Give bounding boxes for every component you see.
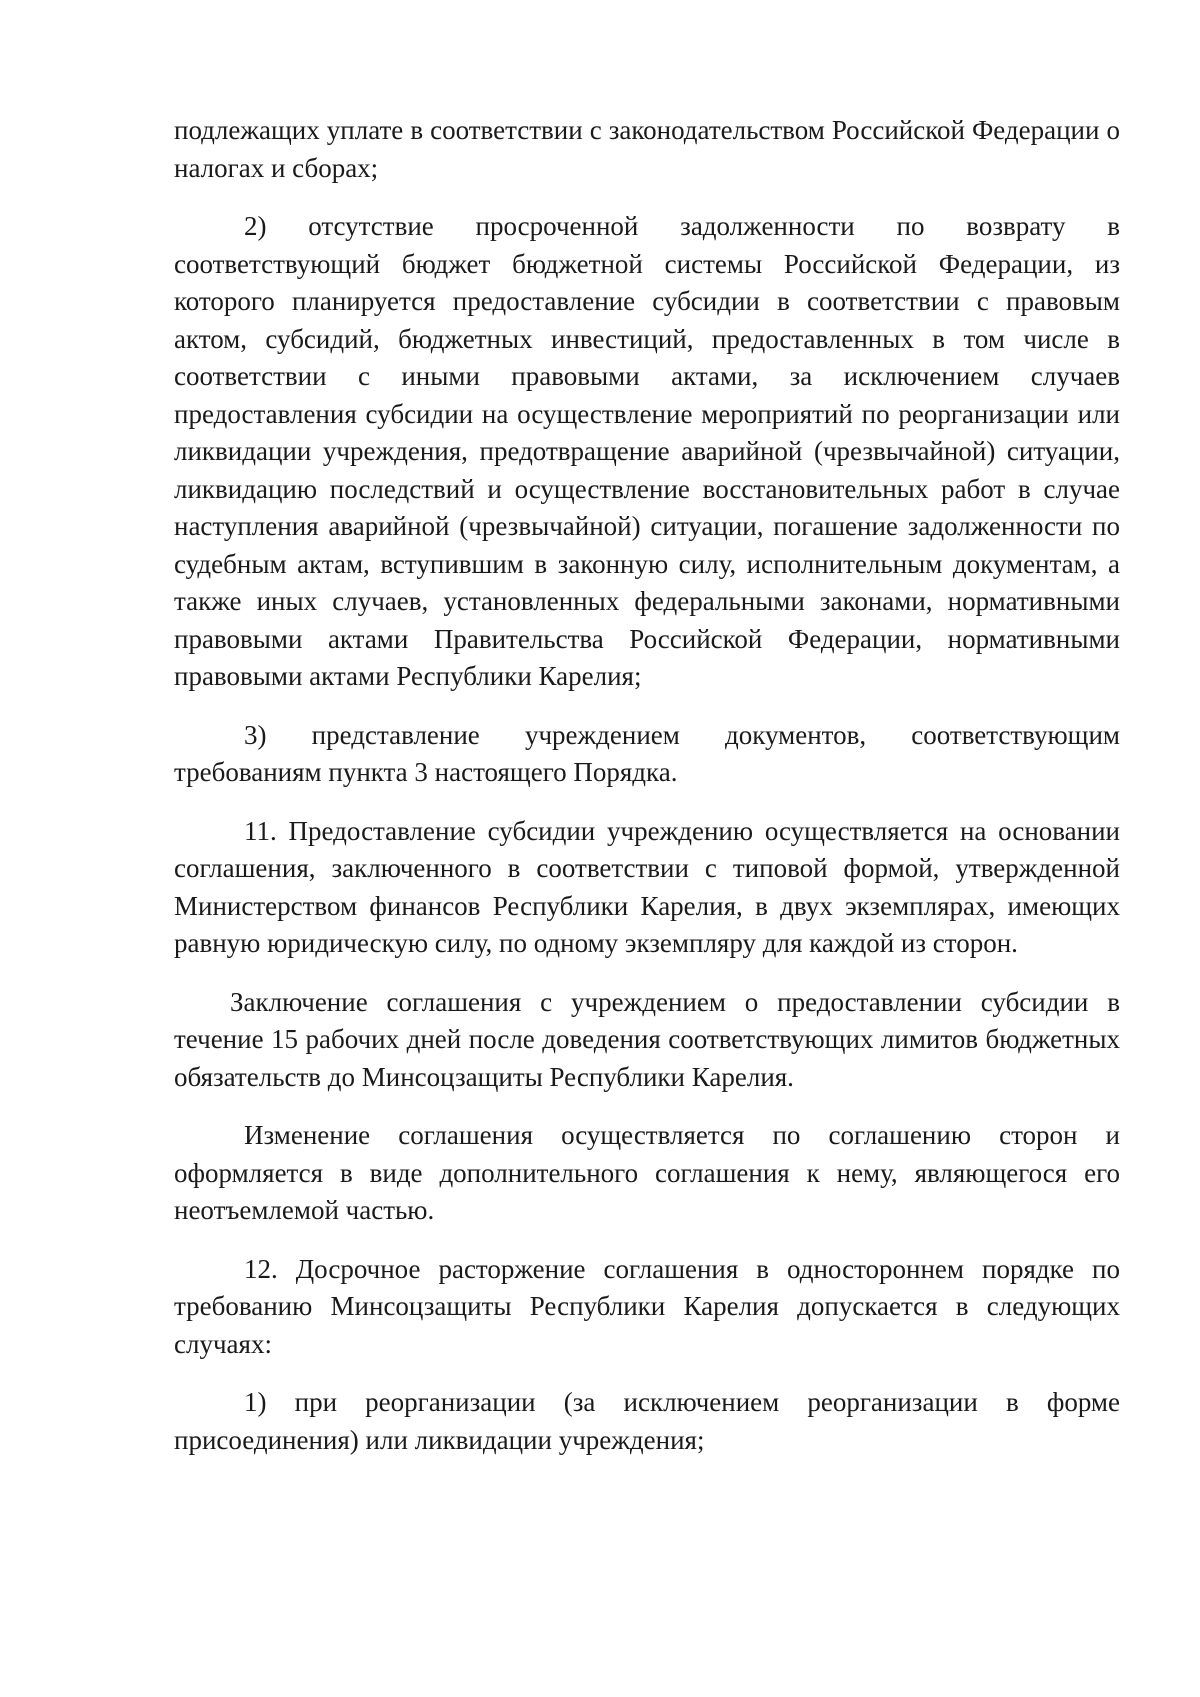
paragraph-termination-case-1: 1) при реорганизации (за исключением реорганизации в форме присоединения) или ликвидации учреждения; xyxy=(174,1387,1120,1455)
paragraph-12-early-termination: 12. Досрочное расторжение соглашения в одностороннем порядке по требованию Минсоцзащиты Республики Карелия допускается в следующих случаях: xyxy=(174,1253,1120,1359)
document-body xyxy=(174,112,1120,1459)
paragraph-agreement-amendment: Изменение соглашения осуществляется по соглашению сторон и оформляется в виде дополнительного соглашения к нему, являющегося его неотъемлемой частью. xyxy=(174,1120,1120,1225)
paragraph-item-2-no-overdue-debt: 2) отсутствие просроченной задолженности по возврату в соответствующий бюджет бюджетной системы Российской Федерации, из которого планируется предоставление субсидии в соответствии с правовым актом, субсидий, бюджетных инвестиций, предоставленных в том числе в соответствии с иными правовыми актами, за исключением случаев предоставления субсидии на осуществление мероприятий по реорганизации или ликвидации учреждения, предотвращение аварийной (чрезвычайной) ситуации, ликвидацию последствий и осуществление восстановительных работ в случае наступления аварийной (чрезвычайной) ситуации, погашение задолженности по судебным актам, вступившим в законную силу, исполнительным документам, а также иных случаев, установленных федеральными законами, нормативными правовыми актами Правительства Российской Федерации, нормативными правовыми актами Республики Карелия; xyxy=(174,211,1120,691)
paragraph-tax-continuation: подлежащих уплате в соответствии с законодательством Российской Федерации о налогах и сборах; xyxy=(174,115,1120,183)
paragraph-11-agreement-basis: 11. Предоставление субсидии учреждению осуществляется на основании соглашения, заключенного в соответствии с типовой формой, утвержденной Министерством финансов Республики Карелия, в двух экземплярах, имеющих равную юридическую силу, по одному экземпляру для каждой из сторон. xyxy=(174,815,1120,958)
paragraph-item-3-documents: 3) представление учреждением документов, соответствующим требованиям пункта 3 настоящего Порядка. xyxy=(174,719,1120,787)
paragraph-agreement-conclusion: Заключение соглашения с учреждением о предоставлении субсидии в течение 15 рабочих дней после доведения соответствующих лимитов бюджетных обязательств до Минсоцзащиты Республики Карелия. xyxy=(174,986,1120,1092)
